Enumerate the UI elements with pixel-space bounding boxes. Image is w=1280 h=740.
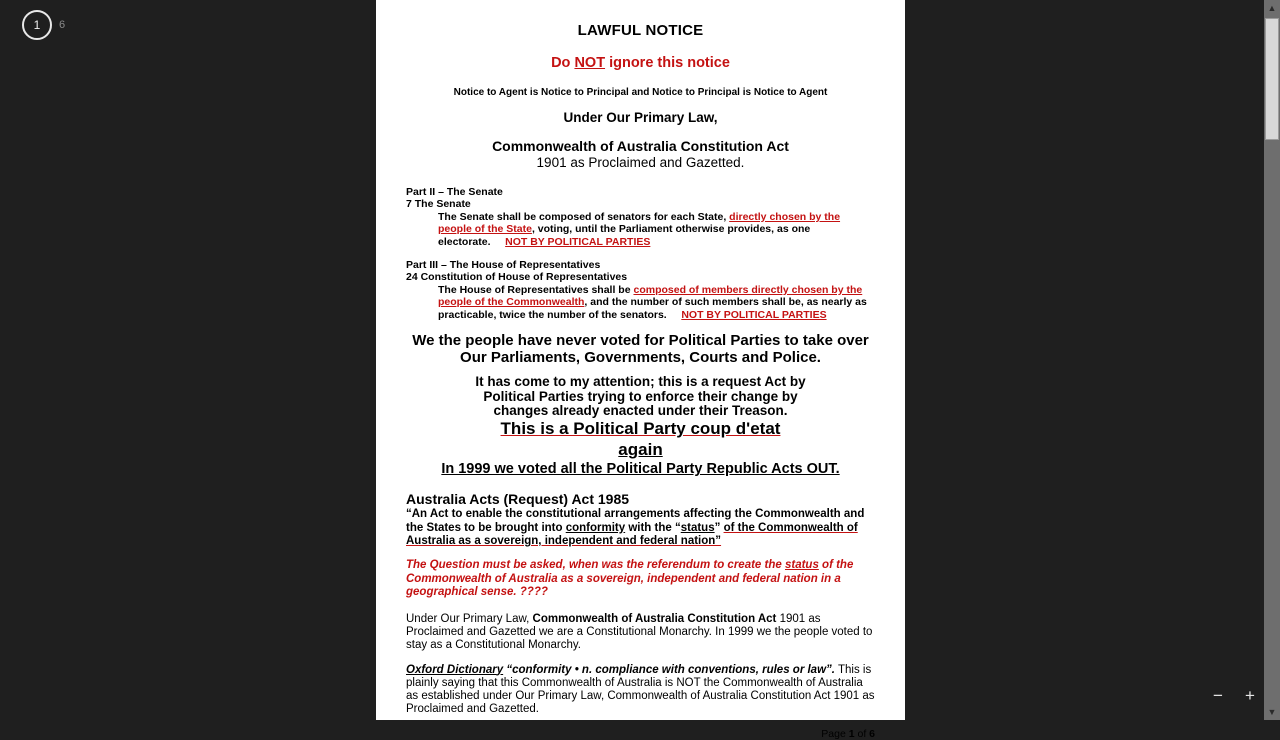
scrollbar-thumb[interactable] bbox=[1265, 18, 1279, 140]
again-statement bbox=[406, 439, 875, 460]
monarchy-text-1: Under Our Primary Law, bbox=[406, 612, 533, 625]
aust-text-1: “An Act to enable the constitutional arrangements affecting the Commonwealth and the States to be brought into bbox=[406, 508, 865, 534]
proclaimed-gazetted-line: 1901 as Proclaimed and Gazetted. bbox=[536, 155, 745, 170]
aust-underline-rest: of the Commonwealth of Australia as a sovereign, independent and federal nation” bbox=[406, 521, 858, 547]
aust-text-3: ” bbox=[714, 521, 724, 534]
do-not-ignore-pre: Do bbox=[551, 55, 575, 71]
current-page-number: 1 bbox=[22, 10, 52, 40]
aust-underline-conformity: conformity bbox=[565, 521, 626, 534]
house-section bbox=[406, 259, 875, 321]
house-number-heading: 24 Constitution of House of Representatives bbox=[406, 271, 628, 284]
zoom-controls bbox=[1210, 687, 1258, 703]
house-text-2: , and the number of such members shall be, as nearly as practicable, twice the number of the senators. bbox=[438, 296, 867, 321]
footer-total-pages: 6 bbox=[869, 727, 875, 740]
senate-text-2: , voting, until the Parliament otherwise provides, as one electorate. bbox=[438, 223, 811, 248]
house-red-1: composed of members directly chosen by the people of the Commonwealth bbox=[438, 283, 863, 309]
monarchy-bold-act: Commonwealth of Australia Constitution Act bbox=[532, 612, 777, 625]
footer-pre: Page bbox=[821, 727, 849, 740]
vertical-scrollbar[interactable] bbox=[1264, 0, 1280, 720]
attention-statement bbox=[406, 375, 875, 419]
total-page-count: 6 bbox=[59, 19, 66, 31]
aust-text-2: with the “ bbox=[625, 521, 681, 534]
we-the-people-statement: We the people have never voted for Political Parties to take over Our Parliaments, Governments, Courts and Police. bbox=[412, 332, 869, 366]
again-text: again bbox=[618, 440, 663, 460]
attention-line-2: Political Parties trying to enforce their change by bbox=[483, 388, 798, 404]
under-primary-law-heading: Under Our Primary Law, bbox=[563, 110, 718, 125]
notice-to-agent-line: Notice to Agent is Notice to Principal and Notice to Principal is Notice to Agent bbox=[453, 87, 828, 98]
question-text-2: of the Commonwealth of Australia as a sovereign, independent and federal nation in a geographical sense. ???? bbox=[406, 559, 854, 599]
scroll-down-arrow-icon[interactable]: ▼ bbox=[1264, 704, 1280, 720]
question-underline-status: status bbox=[784, 559, 819, 572]
australia-acts-heading: Australia Acts (Request) Act 1985 bbox=[406, 491, 630, 508]
question-statement bbox=[406, 559, 875, 599]
page-footer bbox=[406, 728, 875, 740]
zoom-out-button[interactable]: − bbox=[1213, 685, 1223, 705]
coup-detat-text: This is a Political Party coup d'etat bbox=[500, 419, 781, 439]
monarchy-paragraph bbox=[406, 613, 875, 653]
australia-acts-quote bbox=[406, 508, 875, 548]
scroll-up-arrow-icon[interactable]: ▲ bbox=[1264, 0, 1280, 16]
house-part-heading: Part III – The House of Representatives bbox=[406, 259, 601, 272]
senate-section bbox=[406, 186, 875, 248]
aust-underline-status: status bbox=[680, 521, 715, 534]
senate-text-1: The Senate shall be composed of senators for each State, bbox=[438, 210, 730, 223]
monarchy-text-2: 1901 as Proclaimed and Gazetted we are a Constitutional Monarchy. In 1999 we the people voted to stay as a Constitutional Monarchy. bbox=[406, 612, 873, 652]
senate-red-2: NOT BY POLITICAL PARTIES bbox=[505, 235, 651, 248]
oxford-dictionary-label: Oxford Dictionary bbox=[406, 663, 504, 676]
attention-line-3: changes already enacted under their Treason. bbox=[493, 403, 788, 419]
oxford-paragraph bbox=[406, 664, 875, 717]
do-not-ignore-heading bbox=[406, 55, 875, 71]
zoom-in-button[interactable]: + bbox=[1245, 685, 1255, 705]
footer-current-page: 1 bbox=[848, 727, 855, 740]
house-red-2: NOT BY POLITICAL PARTIES bbox=[681, 308, 827, 321]
house-body-text bbox=[406, 284, 875, 321]
senate-red-1: directly chosen by the people of the State bbox=[438, 210, 841, 236]
senate-body-text bbox=[406, 211, 875, 248]
document-page bbox=[376, 0, 905, 740]
voted-out-statement bbox=[406, 460, 875, 479]
do-not-ignore-emph: NOT bbox=[574, 55, 606, 71]
attention-line-1: It has come to my attention; this is a request Act by bbox=[475, 374, 806, 390]
voted-out-text: In 1999 we voted all the Political Party Republic Acts OUT. bbox=[441, 461, 840, 478]
oxford-text: This is plainly saying that this Commonwealth of Australia is NOT the Commonwealth of Australia as established under Our Primary Law, Commonwealth of Australia Constitution Act 1901 as Proclaimed and Gazetted. bbox=[406, 663, 875, 716]
oxford-definition: “conformity • n. compliance with conventions, rules or law”. bbox=[503, 663, 835, 676]
do-not-ignore-post: ignore this notice bbox=[605, 55, 730, 71]
coup-detat-statement bbox=[406, 419, 875, 439]
house-text-1: The House of Representatives shall be bbox=[438, 283, 634, 296]
constitution-act-heading: Commonwealth of Australia Constitution Act bbox=[492, 138, 789, 154]
question-text-1: The Question must be asked, when was the referendum to create the bbox=[406, 559, 785, 572]
footer-mid: of bbox=[854, 727, 870, 740]
page-indicator-badge bbox=[22, 10, 65, 40]
senate-number-heading: 7 The Senate bbox=[406, 198, 471, 211]
senate-part-heading: Part II – The Senate bbox=[406, 186, 503, 198]
page-title: LAWFUL NOTICE bbox=[577, 22, 704, 39]
